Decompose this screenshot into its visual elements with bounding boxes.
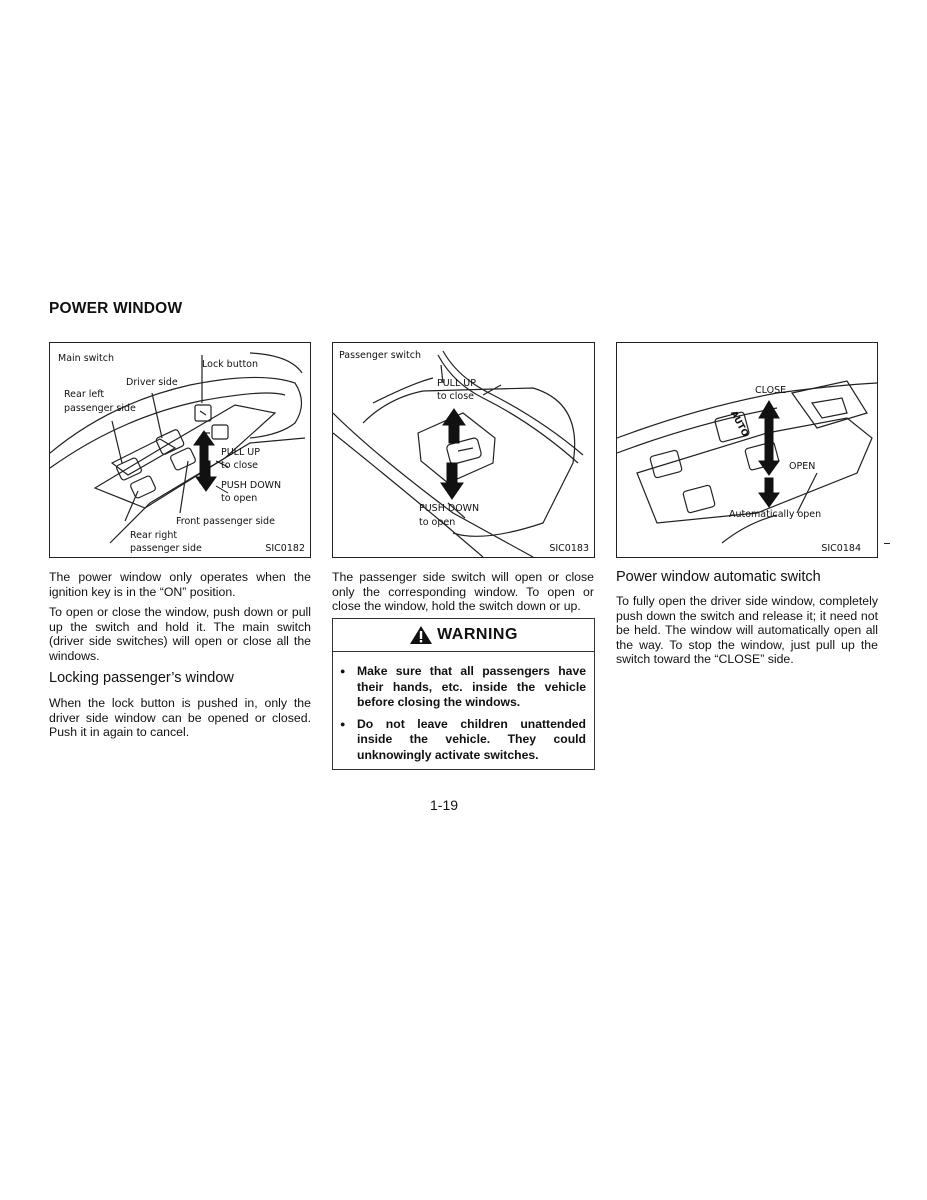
figure-code: SIC0184 bbox=[821, 543, 861, 554]
warning-title: WARNING bbox=[437, 626, 518, 643]
col1-para1: The power window only operates when the ignition key is in the “ON” position. bbox=[49, 570, 311, 599]
label-rear-left-1: Rear left bbox=[64, 389, 105, 400]
label-rear-left-2: passenger side bbox=[64, 403, 136, 414]
label-driver-side: Driver side bbox=[126, 377, 178, 388]
label-main-switch: Main switch bbox=[58, 353, 115, 364]
label-pull-up-1: PULL UP bbox=[437, 378, 476, 389]
warning-triangle-icon bbox=[409, 625, 433, 645]
col1-heading: Locking passenger’s window bbox=[49, 670, 234, 686]
label-auto: AUTO bbox=[727, 409, 750, 439]
warning-item: ● Make sure that all passengers have their hands, etc. inside the vehicle before closing the windows. bbox=[357, 664, 586, 711]
col1-para2: To open or close the window, push down or pull up the switch and hold it. The main switch (driver side switches) will open or close all the windows. bbox=[49, 605, 311, 663]
figure-main-switch bbox=[49, 342, 311, 558]
warning-item: ● Do not leave children unattended inside the vehicle. They could unknowingly activate switches. bbox=[357, 717, 586, 764]
label-push-down-2: to open bbox=[221, 493, 258, 504]
page-number: 1-19 bbox=[430, 797, 459, 813]
label-close: CLOSE bbox=[755, 385, 787, 396]
warning-box bbox=[332, 618, 595, 770]
crop-mark bbox=[884, 543, 890, 544]
label-pull-up-2: to close bbox=[221, 460, 259, 471]
passenger-switch-illustration bbox=[333, 343, 594, 557]
col3-para1: To fully open the driver side window, completely push down the switch and release it; it need not be held. The window will automatically open all the way. To stop the window, just pull up the switch toward the “CLOSE” side. bbox=[616, 594, 878, 667]
figure-automatic-switch bbox=[616, 342, 878, 558]
label-rear-right-1: Rear right bbox=[130, 530, 178, 541]
col3-heading: Power window automatic switch bbox=[616, 569, 821, 585]
label-push-down-1: PUSH DOWN bbox=[419, 503, 480, 514]
figure-code: SIC0182 bbox=[265, 543, 305, 554]
label-lock-button: Lock button bbox=[202, 359, 259, 370]
label-front-passenger: Front passenger side bbox=[176, 516, 275, 527]
section-title: POWER WINDOW bbox=[49, 300, 183, 317]
label-push-down-1: PUSH DOWN bbox=[221, 480, 282, 491]
warning-header bbox=[333, 619, 594, 652]
automatic-switch-illustration bbox=[617, 343, 877, 557]
label-auto-open: Automatically open bbox=[729, 509, 822, 520]
col1-para3: When the lock button is pushed in, only the driver side window can be opened or closed. Push it in again to cancel. bbox=[49, 696, 311, 740]
figure-passenger-switch bbox=[332, 342, 595, 558]
label-open: OPEN bbox=[789, 461, 816, 472]
label-passenger-switch: Passenger switch bbox=[339, 350, 422, 361]
col2-para1: The passenger side switch will open or close only the corresponding window. To open or close the window, hold the switch down or up. bbox=[332, 570, 594, 614]
label-rear-right-2: passenger side bbox=[130, 543, 202, 554]
warning-list bbox=[333, 652, 594, 777]
figure-code: SIC0183 bbox=[549, 543, 589, 554]
label-pull-up-1: PULL UP bbox=[221, 447, 260, 458]
label-push-down-2: to open bbox=[419, 517, 456, 528]
label-pull-up-2: to close bbox=[437, 391, 475, 402]
